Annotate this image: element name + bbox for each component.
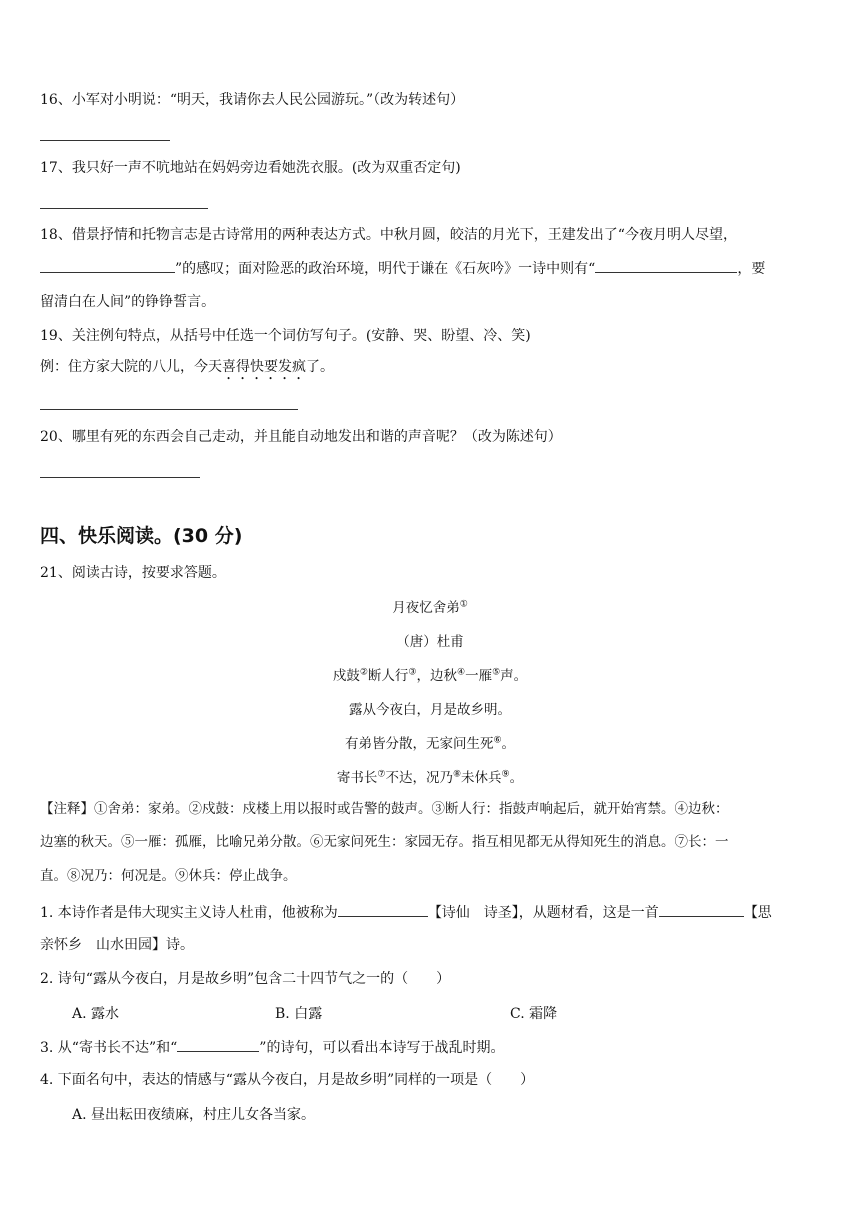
fill-blank-18b[interactable] [595,258,737,273]
answer-line-17[interactable] [40,208,208,209]
sub-question-4-option-a[interactable]: A. 昼出耘田夜绩麻，村庄儿女各当家。 [72,1107,316,1123]
question-18-line2: ”的感叹；面对险恶的政治环境，明代于谦在《石灰吟》一诗中则有“ ，要 [40,258,765,279]
poem-line-2: 露从今夜白，月是故乡明。 [349,702,511,718]
answer-line-20[interactable] [40,477,200,478]
option-c-frost[interactable]: C. 霜降 [510,1006,558,1022]
question-18-line3: 留清白在人间”的铮铮誓言。 [40,294,216,310]
poem-notes-line2: 边塞的秋天。⑤一雁：孤雁，比喻兄弟分散。⑥无家问死生：家园无存。指互相见都无从得知死生的消息。⑦长：一 [40,834,729,850]
question-17: 17、我只好一声不吭地站在妈妈旁边看她洗衣服。(改为双重否定句) [40,160,461,176]
sub-question-1-line1: 1. 本诗作者是伟大现实主义诗人杜甫，他被称为 【诗仙 诗圣】，从题材看，这是一首 【思 [40,902,772,923]
section-4-title: 四、快乐阅读。(30 分) [40,525,243,547]
fill-blank-sub3[interactable] [177,1037,259,1052]
poem-author: （唐）杜甫 [396,634,464,650]
fill-blank-18a[interactable] [40,258,175,273]
question-19-example: 例：住方家大院的八儿，今天喜得快要发疯了。 [40,359,334,375]
question-16: 16、小军对小明说：“明天，我请你去人民公园游玩。”（改为转述句） [40,92,465,108]
sub-question-2: 2. 诗句“露从今夜白，月是故乡明”包含二十四节气之一的（ ） [40,971,451,987]
question-20: 20、哪里有死的东西会自己走动，并且能自动地发出和谐的声音呢？（改为陈述句） [40,429,562,445]
poem-line-3: 有弟皆分散，无家问生死⑥。 [344,735,516,752]
answer-line-19[interactable] [40,409,298,410]
poem-notes-line1: 【注释】①舍弟：家弟。②戍鼓：戍楼上用以报时或告警的鼓声。③断人行：指鼓声响起后，就开始宵禁。④边秋： [40,801,729,817]
option-b-white-dew[interactable]: B. 白露 [275,1006,323,1022]
poem-title: 月夜忆舍弟① [392,599,468,616]
question-18-line1: 18、借景抒情和托物言志是古诗常用的两种表达方式。中秋月圆，皎洁的月光下，王建发出了“今夜月明人尽望， [40,227,737,243]
sub-question-4: 4. 下面名句中，表达的情感与“露从今夜白，月是故乡明”同样的一项是（ ） [40,1072,535,1088]
question-19: 19、关注例句特点，从括号中任选一个词仿写句子。(安静、哭、盼望、冷、笑) [40,328,531,344]
fill-blank-sub1a[interactable] [338,902,428,917]
emphasized-phrase: 喜得快要发疯 [222,359,306,375]
answer-line-16[interactable] [40,140,170,141]
option-a-dew[interactable]: A. 露水 [72,1006,120,1022]
fill-blank-sub1b[interactable] [659,902,744,917]
question-21: 21、阅读古诗，按要求答题。 [40,565,226,581]
poem-line-1: 戍鼓②断人行③，边秋④一雁⑤声。 [332,667,528,684]
poem-notes-line3: 直。⑧况乃：何况是。⑨休兵：停止战争。 [40,868,297,884]
sub-question-3: 3. 从“寄书长不达”和“ ”的诗句，可以看出本诗写于战乱时期。 [40,1037,504,1058]
poem-line-4: 寄书长⑦不达，况乃⑧未休兵⑨。 [336,769,524,786]
sub-question-1-line2: 亲怀乡 山水田园】诗。 [40,937,194,953]
